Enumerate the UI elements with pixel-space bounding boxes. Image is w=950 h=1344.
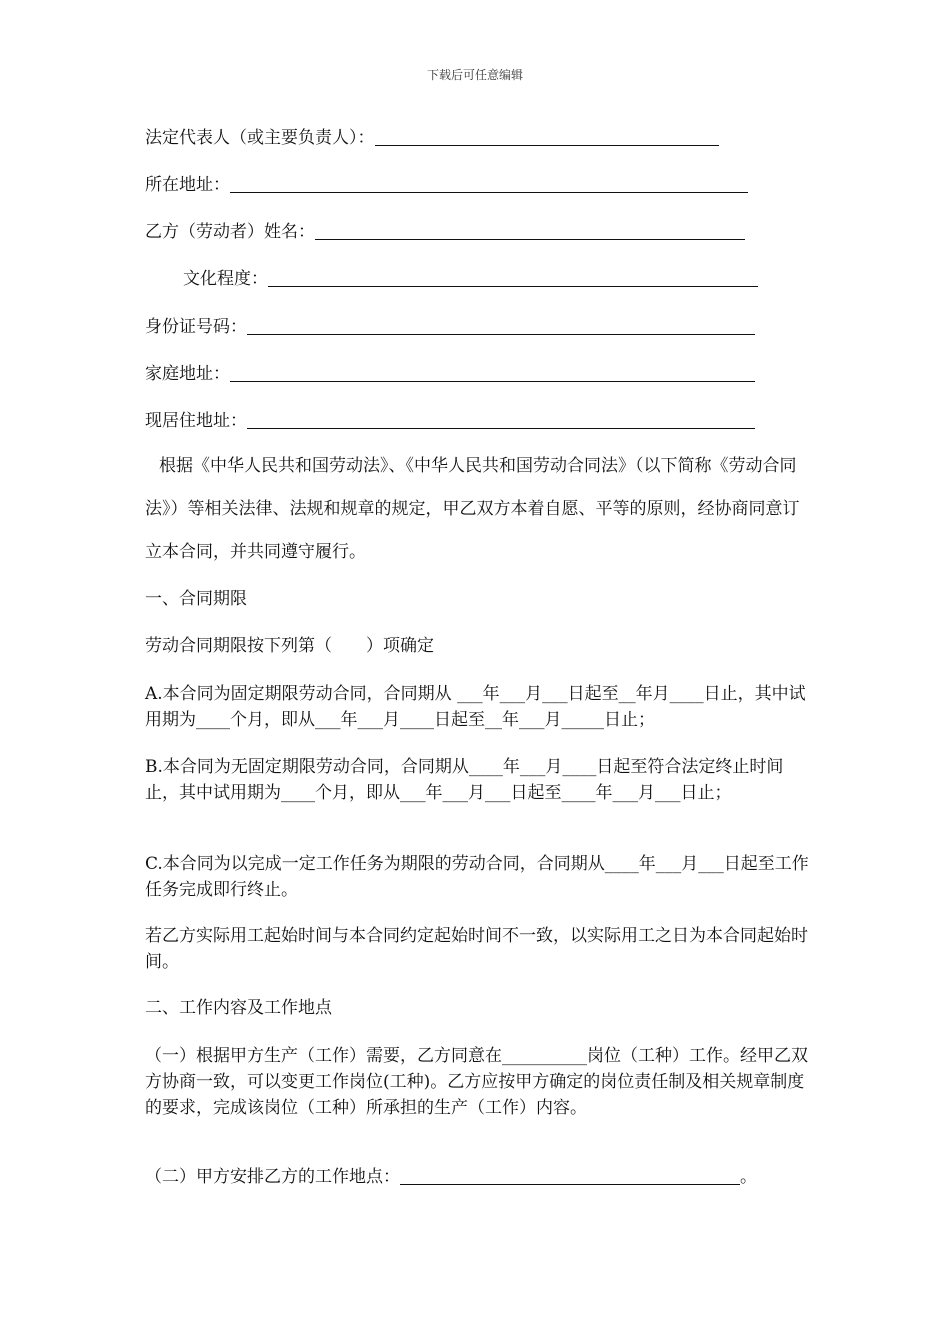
fill-line[interactable]: [375, 128, 719, 146]
field-id-number: [145, 315, 755, 339]
field-label: （二）甲方安排乙方的工作地点：: [145, 1167, 400, 1187]
term-choice: 劳动合同期限按下列第（ ）项确定: [145, 636, 434, 656]
field-current-address: [145, 409, 755, 433]
fill-line[interactable]: [268, 269, 758, 287]
field-education: [183, 267, 758, 291]
fill-line[interactable]: [315, 222, 745, 240]
field-label: 文化程度：: [183, 269, 268, 289]
field-worker-name: [145, 220, 745, 244]
fill-line[interactable]: [230, 364, 755, 382]
field-label: 身份证号码：: [145, 317, 247, 337]
fill-line[interactable]: [400, 1167, 740, 1185]
page-header: 下载后可任意编辑: [426, 68, 523, 82]
fill-line[interactable]: [247, 411, 755, 429]
work-location-line: [145, 1165, 757, 1189]
option-a: A.本合同为固定期限劳动合同，合同期从 ___年___月___日起至__年月____日止，其中试用期为____个月，即从___年___月____日起至__年___月_____日止；: [145, 684, 806, 730]
field-label: 乙方（劳动者）姓名：: [145, 222, 315, 242]
period-mark: 。: [740, 1167, 757, 1187]
section1-title: 一、合同期限: [145, 589, 247, 609]
field-legal-rep: [145, 126, 719, 150]
intro-paragraph: 根据《中华人民共和国劳动法》、《中华人民共和国劳动合同法》（以下简称《劳动合同法》）等相关法律、法规和规章的规定，甲乙双方本着自愿、平等的原则，经协商同意订立本合同，并共同遵守履行。: [145, 456, 800, 562]
section2-title: 二、工作内容及工作地点: [145, 998, 332, 1018]
work-content-paragraph: （一）根据甲方生产（工作）需要，乙方同意在__________岗位（工种）工作。经甲乙双方协商一致，可以变更工作岗位(工种)。乙方应按甲方确定的岗位责任制及相关规章制度的要求，完成该岗位（工种）所承担的生产（工作）内容。: [145, 1046, 808, 1118]
field-home-address: [145, 362, 755, 386]
field-label: 现居住地址：: [145, 411, 247, 431]
fill-line[interactable]: [247, 317, 755, 335]
field-label: 法定代表人（或主要负责人）：: [145, 128, 375, 148]
fill-line[interactable]: [230, 175, 748, 193]
field-label: 所在地址：: [145, 175, 230, 195]
field-label: 家庭地址：: [145, 364, 230, 384]
option-b: B.本合同为无固定期限劳动合同，合同期从____年___月____日起至符合法定终止时间止，其中试用期为____个月，即从___年___月___日起至____年___月___日止；: [145, 757, 784, 803]
option-c: C.本合同为以完成一定工作任务为期限的劳动合同，合同期从____年___月___日起至工作任务完成即行终止。: [145, 854, 809, 900]
start-note: 若乙方实际用工起始时间与本合同约定起始时间不一致，以实际用工之日为本合同起始时间。: [145, 926, 808, 972]
field-address: [145, 173, 748, 197]
